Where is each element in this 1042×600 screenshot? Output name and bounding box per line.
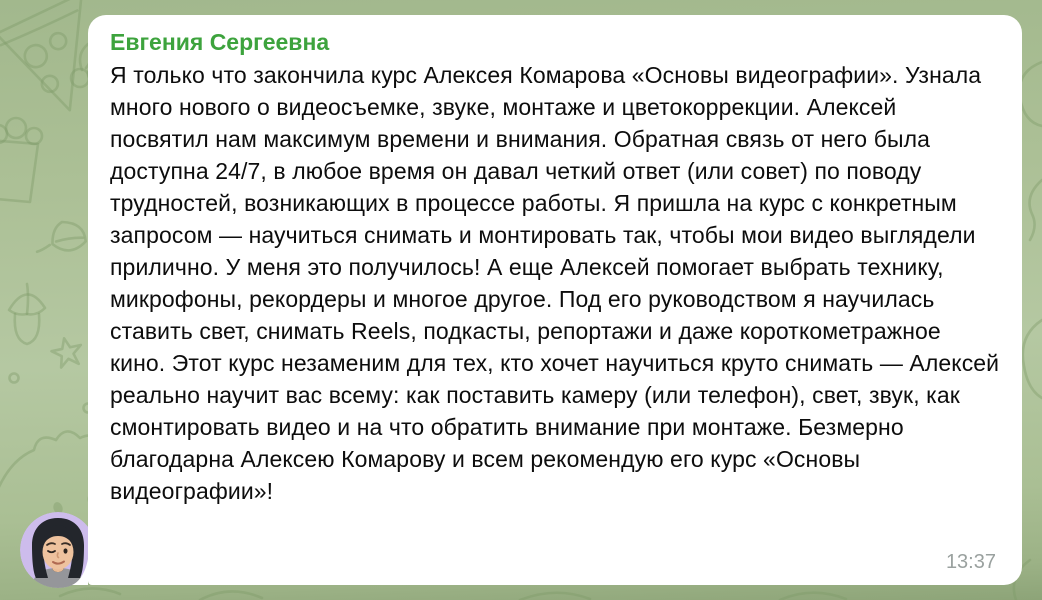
sender-name[interactable]: Евгения Сергеевна [110, 29, 330, 55]
message-text: Я только что закончила курс Алексея Комарова «Основы видеографии». Узнала много нового о видеосъемке, звуке, монтаже и цветокоррекции. Алексей посвятил нам максимум времени и внимания. Обратная связь от него была доступна 24/7, в любое время он давал четкий ответ (или совет) по поводу трудностей, возникающих в процессе работы. Я пришла на курс с конкретным запросом — научиться снимать и монтировать так, чтобы мои видео выглядели прилично. У меня это получилось! А еще Алексей помогает выбрать технику, микрофоны, рекордеры и многое другое. Под его руководством я научилась ставить свет, снимать Reels, подкасты, репортажи и даже короткометражное кино. Этот курс незаменим для тех, кто хочет научиться круто снимать — Алексей реально научит вас всему: как поставить камеру (или телефон), свет, звук, как смонтировать видео и на что обратить внимание при монтаже. Безмерно благодарна Алексею Комарову и всем рекомендую его курс «Основы видеографии»! [110, 62, 1000, 504]
message-time: 13:37 [945, 551, 996, 573]
bubble-tail-icon [72, 549, 88, 585]
message-bubble[interactable] [88, 15, 1022, 585]
